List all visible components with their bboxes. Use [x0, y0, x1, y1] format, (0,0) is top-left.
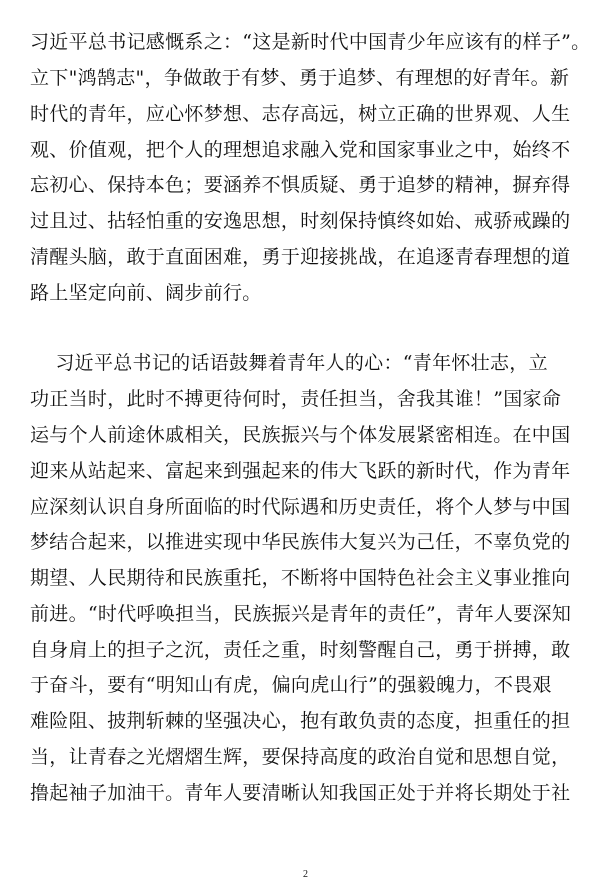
text-line: 过且过、拈轻怕重的安逸思想，时刻保持慎终如始、戒骄戒躁的: [30, 210, 571, 232]
text-line: 清醒头脑，敢于直面困难，勇于迎接挑战，在追逐青春理想的道: [30, 246, 571, 268]
text-line: 运与个人前途休戚相关，民族振兴与个体发展紧密相连。在中国: [30, 424, 571, 446]
text-line: 习近平总书记的话语鼓舞着青年人的心：“青年怀壮志，立: [30, 352, 548, 374]
text-line: 梦结合起来，以推进实现中华民族伟大复兴为己任，不辜负党的: [30, 531, 571, 553]
text-line: 撸起袖子加油干。青年人要清晰认知我国正处于并将长期处于社: [30, 782, 571, 804]
page-number: 2: [303, 869, 308, 880]
text-line: 功正当时，此时不搏更待何时，责任担当，舍我其谁！”国家命: [30, 388, 562, 410]
text-line: 期望、人民期待和民族重托，不断将中国特色社会主义事业推向: [30, 567, 571, 589]
text-line: 当，让青春之光熠熠生辉，要保持高度的政治自觉和思想自觉，: [30, 746, 571, 768]
text-line: 于奋斗，要有“明知山有虎，偏向虎山行”的强毅魄力，不畏艰: [30, 674, 552, 696]
text-line: 时代的青年，应心怀梦想、志存高远，树立正确的世界观、人生: [30, 103, 571, 125]
text-line: 忘初心、保持本色；要涵养不惧质疑、勇于追梦的精神，摒弃得: [30, 174, 571, 196]
text-line: 观、价值观，把个人的理想追求融入党和国家事业之中，始终不: [30, 139, 571, 161]
text-line: 自身肩上的担子之沉，责任之重，时刻警醒自己，勇于拼搏，敢: [30, 639, 571, 661]
text-line: 习近平总书记感慨系之：“这是新时代中国青少年应该有的样子”。: [30, 31, 591, 53]
text-line: 前进。“时代呼唤担当，民族振兴是青年的责任”，青年人要深知: [30, 603, 572, 625]
text-line: 应深刻认识自身所面临的时代际遇和历史责任，将个人梦与中国: [30, 496, 571, 518]
text-line: 立下"鸿鹄志"，争做敢于有梦、勇于追梦、有理想的好青年。新: [30, 67, 570, 89]
text-line: 迎来从站起来、富起来到强起来的伟大飞跃的新时代，作为青年: [30, 460, 571, 482]
text-line: 路上坚定向前、阔步前行。: [30, 282, 262, 304]
text-line: 难险阻、披荆斩棘的坚强决心，抱有敢负责的态度，担重任的担: [30, 710, 571, 732]
